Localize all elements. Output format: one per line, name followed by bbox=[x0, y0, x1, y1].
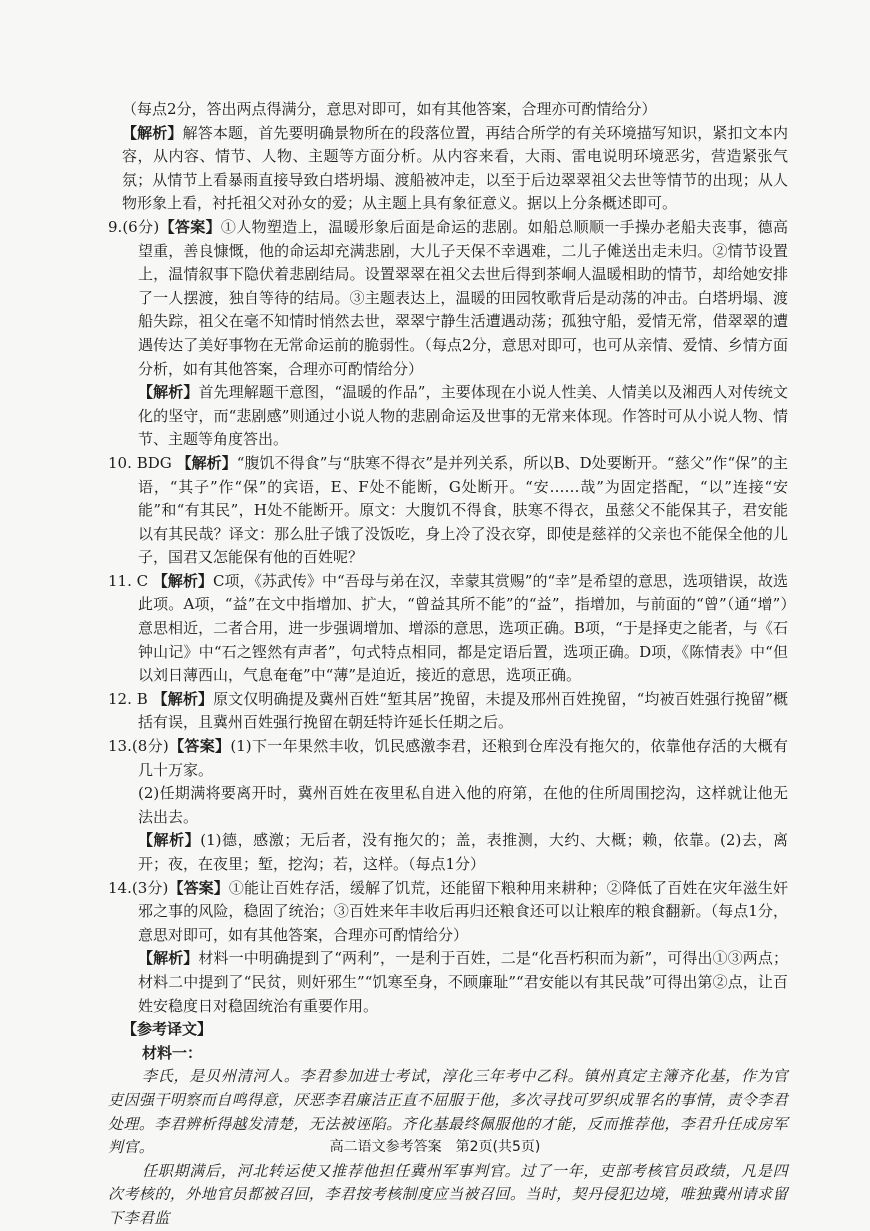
answer-text: B bbox=[136, 689, 148, 708]
answer-content bbox=[108, 98, 788, 1231]
translation-paragraph-1: 李氏，是贝州清河人。李君参加进士考试，淳化三年考中乙科。镇州真定主簿齐化基，作为官吏因强干明察而自鸣得意，厌恶李君廉洁正直不屈服于他，多次寻找可罗织成罪名的事情，责令李君处理。李君辨析得越发清楚，无法被诬陷。齐化基最终佩服他的才能，反而推荐他，李君升任成房军判官。 bbox=[108, 1067, 788, 1157]
question-number: 10. bbox=[108, 453, 132, 472]
answer-tag: 【答案】 bbox=[159, 217, 221, 236]
question-number: 13. bbox=[108, 737, 132, 756]
answer-text: ①能让百姓存活，缓解了饥荒，还能留下粮种用来耕种；②降低了百姓在灾年滋生奸邪之事的风险，稳固了统治；③百姓来年丰收后再归还粮食还可以让粮库的粮食翻新。（每点1分，意思对即可，如有其他答案，合理亦可酌情给分） bbox=[138, 878, 788, 944]
translation-paragraph-2: 任职期满后，河北转运使又推荐他担任冀州军事判官。过了一年，吏部考核官员政绩，凡是四次考核的，外地官员都被召回，李君按考核制度应当被召回。当时，契丹侵犯边境，唯独冀州请求留下李君监 bbox=[108, 1161, 788, 1227]
question-11 bbox=[108, 570, 788, 688]
answer-text: ①人物塑造上，温暖形象后面是命运的悲剧。如船总顺顺一手操办老船夫丧事，德高望重，善良慷慨，他的命运却充满悲剧，大儿子天保不幸遇难，二儿子傩送出走未归。②情节设置上，温情叙事下隐伏着悲剧结局。设置翠翠在祖父去世后得到茶峒人温暖相助的情节，却给她安排了一人摆渡，独自等待的结局。③主题表达上，温暖的田园牧歌背后是动荡的冲击。白塔坍塌、渡船失踪，祖父在毫不知情时悄然去世，翠翠宁静生活遭遇动荡；孤独守船，爱情无常，借翠翠的遭遇传达了美好事物在无常命运前的脆弱性。（每点2分，意思对即可，也可从亲情、爱情、乡情方面分析，如有其他答案，合理亦可酌情给分） bbox=[138, 217, 788, 378]
question-number: 11. bbox=[108, 571, 132, 590]
question-10 bbox=[108, 452, 788, 570]
analysis-text: 材料一中明确提到了“两利”，一是利于百姓，二是“化吾朽积而为新”，可得出①③两点；材料二中提到了“民贫，则奸邪生”“饥寒至身，不顾廉耻”“君安能以有其民哉”可得出第②点，让百姓安稳度日对稳固统治有重要作用。 bbox=[138, 949, 788, 1015]
answer-text: C bbox=[136, 571, 149, 590]
analysis-block bbox=[138, 829, 788, 876]
question-14 bbox=[108, 877, 788, 1019]
analysis-tag: 【解析】 bbox=[138, 831, 201, 850]
question-9 bbox=[108, 216, 788, 452]
intro-section bbox=[108, 98, 788, 216]
answer-text-2: (2)任期满将要离开时，冀州百姓在夜里私自进入他的府第，在他的住所周围挖沟，这样就让他无法出去。 bbox=[138, 784, 788, 826]
answer-text: (1)下一年果然丰收，饥民感激李君，还粮到仓库没有拖欠的，依靠他存活的大概有几十万家。 bbox=[138, 737, 788, 779]
question-13 bbox=[108, 735, 788, 877]
analysis-text: (1)德，感激；无后者，没有拖欠的；盖，表推测，大约、大概；赖，依靠。(2)去，离开；夜，在夜里；堑，挖沟；若，这样。（每点1分） bbox=[138, 831, 788, 873]
analysis-tag: 【解析】 bbox=[138, 949, 199, 968]
analysis-text: 原文仅明确提及冀州百姓“堑其居”挽留，未提及邢州百姓挽留，“均被百姓强行挽留”概括有误，且冀州百姓强行挽留在朝廷特许延长任期之后。 bbox=[138, 689, 788, 732]
analysis-tag: 【解析】 bbox=[176, 453, 237, 472]
answer-tag: 【答案】 bbox=[168, 737, 231, 756]
question-number: 14. bbox=[108, 878, 132, 897]
question-12 bbox=[108, 688, 788, 735]
question-number: 12. bbox=[108, 689, 132, 708]
answer-tag: 【答案】 bbox=[168, 878, 229, 897]
translation-heading: 【参考译文】 bbox=[122, 1020, 213, 1039]
question-score: (3分) bbox=[131, 878, 169, 897]
analysis-tag: 【解析】 bbox=[122, 123, 183, 142]
material-label: 材料一： bbox=[142, 1043, 203, 1062]
question-number: 9. bbox=[108, 217, 123, 236]
answer-text: BDG bbox=[136, 453, 172, 472]
analysis-tag: 【解析】 bbox=[138, 383, 199, 402]
analysis-tag: 【解析】 bbox=[152, 571, 213, 590]
question-score: (6分) bbox=[122, 217, 160, 236]
intro-note: （每点2分，答出两点得满分，意思对即可，如有其他答案，合理亦可酌情给分） bbox=[122, 100, 657, 118]
analysis-block bbox=[138, 381, 788, 452]
analysis-tag: 【解析】 bbox=[152, 689, 214, 708]
analysis-text: 首先理解题干意图，“温暖的作品”，主要体现在小说人性美、人情美以及湘西人对传统文化的坚守，而“悲剧感”则通过小说人物的悲剧命运及世事的无常来体现。作答时可从小说人物、情节、主题等角度答出。 bbox=[138, 383, 788, 449]
analysis-block bbox=[138, 947, 788, 1018]
intro-analysis bbox=[108, 122, 788, 216]
question-score: (8分) bbox=[131, 737, 169, 756]
analysis-text: C项，《苏武传》中“吾母与弟在汉，幸蒙其赏赐”的“幸”是希望的意思，选项错误，故选此项。A项，“益”在文中指增加、扩大，“曾益其所不能”的“益”，指增加，与前面的“曾”（通“增”）意思相近，二者合用，进一步强调增加、增添的意思，选项正确。B项，“于是择吏之能者，与《石钟山记》中“石之铿然有声者”，句式特点相同，都是定语后置，选项正确。D项，《陈情表》中“但以刘日薄西山，气息奄奄”中“薄”是迫近，接近的意思，选项正确。 bbox=[138, 571, 788, 685]
analysis-text: 解答本题，首先要明确景物所在的段落位置，再结合所学的有关环境描写知识，紧扣文本内容，从内容、情节、人物、主题等方面分析。从内容来看，大雨、雷电说明环境恶劣，营造紧张气氛；从情节上看暴雨直接导致白塔坍塌、渡船被冲走，以至于后边翠翠祖父去世等情节的出现；从人物形象上看，衬托祖父对孙女的爱；从主题上具有象征意义。据以上分条概述即可。 bbox=[122, 123, 788, 213]
page-footer: 高二语文参考答案 第2页(共5页) bbox=[329, 1139, 541, 1155]
analysis-text: “腹饥不得食”与“肤寒不得衣”是并列关系，所以B、D处要断开。“慈父”作“保”的主语，“其子”作“保”的宾语，E、F处不能断，G处断开。“安……哉”为固定搭配，“以”连接“安能”和“有其民”，H处不能断开。原文：大腹饥不得食，肤寒不得衣，虽慈父不能保其子，君安能以有其民哉？译文：那么肚子饿了没饭吃，身上冷了没衣穿，即使是慈祥的父亲也不能保全他的儿子，国君又怎能保有他的百姓呢？ bbox=[138, 453, 788, 567]
